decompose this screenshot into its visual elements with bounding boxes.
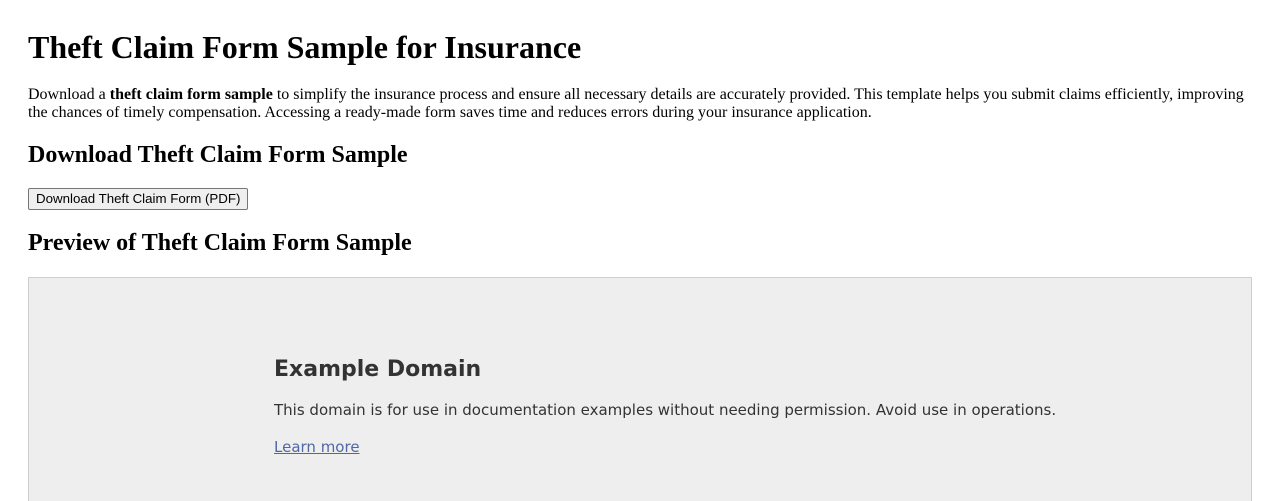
intro-text-bold: theft claim form sample <box>109 86 273 103</box>
intro-paragraph <box>28 86 1252 122</box>
intro-text-after: to simplify the insurance process and ensure all necessary details are accurately provided. This template helps you submit claims efficiently, improving the chances of timely compensation. Accessing a ready-made form saves time and reduces errors during your insurance application. <box>28 86 1244 121</box>
page-title: Theft Claim Form Sample for Insurance <box>28 29 582 65</box>
preview-description: This domain is for use in documentation examples without needing permission. Avoid use in operations. <box>274 401 1057 419</box>
preview-content <box>274 354 1057 457</box>
download-heading: Download Theft Claim Form Sample <box>28 142 408 168</box>
preview-title: Example Domain <box>274 357 482 382</box>
intro-text-before: Download a <box>28 86 110 103</box>
preview-heading: Preview of Theft Claim Form Sample <box>28 230 412 256</box>
download-pdf-button[interactable]: Download Theft Claim Form (PDF) <box>28 188 248 210</box>
learn-more-link[interactable]: Learn more <box>274 438 360 456</box>
preview-iframe[interactable] <box>28 277 1252 501</box>
